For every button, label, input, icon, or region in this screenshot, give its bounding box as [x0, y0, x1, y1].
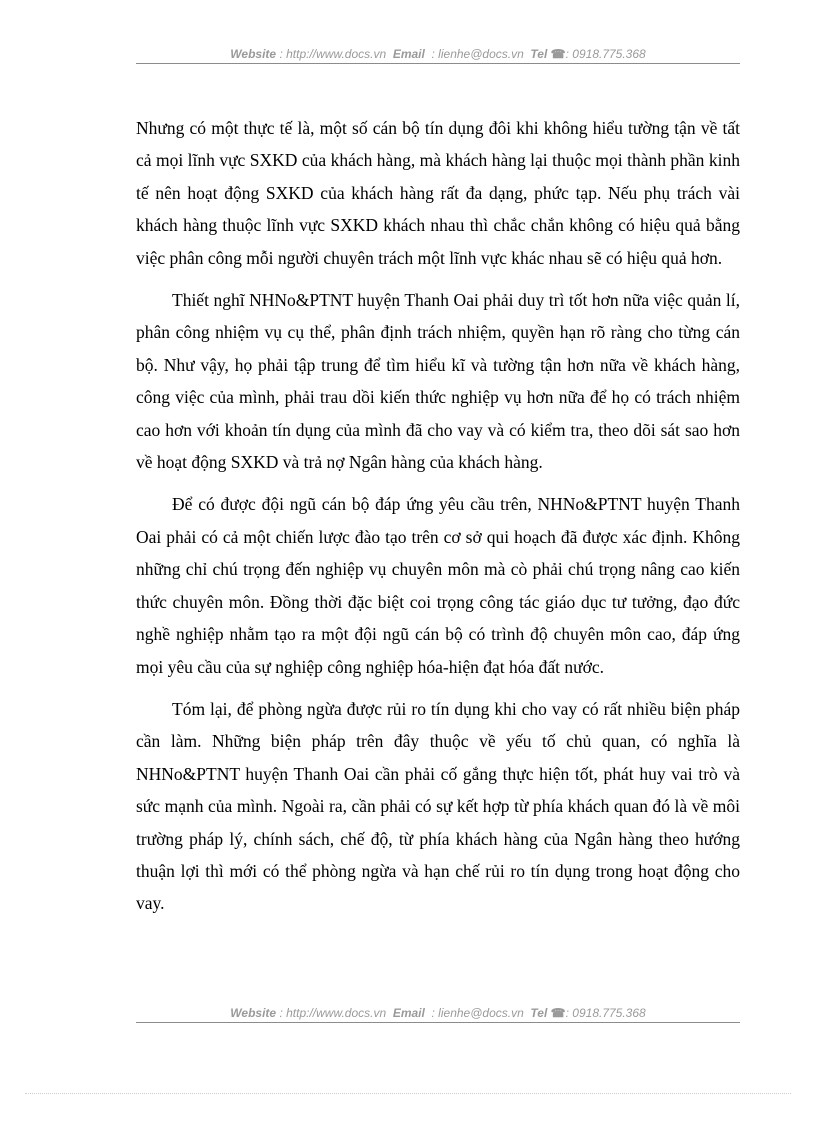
phone-icon: ☎	[550, 1006, 566, 1020]
email-label: Email	[392, 1006, 425, 1020]
paragraph-2: Thiết nghĩ NHNo&PTNT huyện Thanh Oai phải duy trì tốt hơn nữa việc quản lí, phân công nhiệm vụ cụ thể, phân định trách nhiệm, quyền hạn rõ ràng cho từng cán bộ. Như vậy, họ phải tập trung để tìm hiểu kĩ và tường tận hơn nữa về khách hàng, công việc của mình, phải trau dồi kiến thức nghiệp vụ hơn nữa để họ có trách nhiệm cao hơn với khoản tín dụng của mình đã cho vay và có kiểm tra, theo dõi sát sao hơn về hoạt động SXKD và trả nợ Ngân hàng của khách hàng.	[136, 290, 740, 473]
email-address[interactable]: : lienhe@docs.vn	[431, 1006, 524, 1020]
tel-label: Tel	[530, 47, 548, 61]
document-body	[136, 112, 740, 930]
website-label: Website	[230, 47, 277, 61]
website-label: Website	[230, 1006, 277, 1020]
page-bottom-divider	[25, 1093, 791, 1094]
tel-number: : 0918.775.368	[565, 47, 646, 61]
website-url[interactable]: : http://www.docs.vn	[279, 47, 387, 61]
tel-number: : 0918.775.368	[565, 1006, 646, 1020]
website-url[interactable]: : http://www.docs.vn	[279, 1006, 387, 1020]
email-address[interactable]: : lienhe@docs.vn	[431, 47, 524, 61]
phone-icon: ☎	[550, 47, 566, 61]
paragraph-3: Để có được đội ngũ cán bộ đáp ứng yêu cầu trên, NHNo&PTNT huyện Thanh Oai phải có cả một chiến lược đào tạo trên cơ sở qui hoạch đã được xác định. Không những chỉ chú trọng đến nghiệp vụ chuyên môn mà cò phải chú trọng nâng cao kiến thức chuyên môn. Đồng thời đặc biệt coi trọng công tác giáo dục tư tưởng, đạo đức nghề nghiệp nhằm tạo ra một đội ngũ cán bộ có trình độ chuyên môn cao, đáp ứng mọi yêu cầu của sự nghiệp công nghiệp hóa-hiện đạt hóa đất nước.	[136, 494, 740, 677]
paragraph-4: Tóm lại, để phòng ngừa được rủi ro tín dụng khi cho vay có rất nhiều biện pháp cần làm. Những biện pháp trên đây thuộc về yếu tố chủ quan, có nghĩa là NHNo&PTNT huyện Thanh Oai cần phải cố gắng thực hiện tốt, phát huy vai trò và sức mạnh của mình. Ngoài ra, cần phải có sự kết hợp từ phía khách quan đó là về môi trường pháp lý, chính sách, chế độ, từ phía khách hàng của Ngân hàng theo hướng thuận lợi thì mới có thể phòng ngừa và hạn chế rủi ro tín dụng trong hoạt động cho vay.	[136, 698, 740, 914]
email-label: Email	[392, 47, 425, 61]
page-header	[136, 47, 740, 64]
paragraph-1: Nhưng có một thực tế là, một số cán bộ tín dụng đôi khi không hiểu tường tận về tất cả mọi lĩnh vực SXKD của khách hàng, mà khách hàng lại thuộc mọi thành phần kinh tế nên hoạt động SXKD của khách hàng rất đa dạng, phức tạp. Nếu phụ trách vài khách hàng thuộc lĩnh vực SXKD khách nhau thì chắc chắn không có hiệu quả bằng việc phân công mỗi người chuyên trách một lĩnh vực khác nhau sẽ có hiệu quả hơn.	[136, 118, 740, 268]
tel-label: Tel	[530, 1006, 548, 1020]
page-footer	[136, 1006, 740, 1023]
